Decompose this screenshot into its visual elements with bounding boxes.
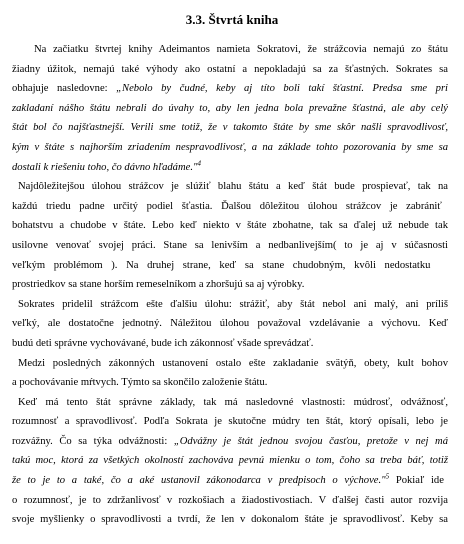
- text-segment: každú triedu padne určitý podiel šťastia. Ďalšou dôležitou úlohou strážcov je zabrániť: [12, 200, 442, 212]
- quote-text: že to je to a také, čo a aké ustanovil zákonodarca v predpisoch o výchove.": [12, 475, 386, 487]
- text-line: [12, 432, 448, 452]
- text-segment: Keď má tento štát správne základy, tak má nasledovné vlastnosti: múdrosť, odvážnosť,: [18, 396, 448, 408]
- quote-text: dostali k riešeniu toho, čo dávno hľadáme.": [12, 161, 198, 173]
- quote-text: kým v štáte s najhorším zriadením nespravodlivosť, a na základe tohto pozorovania by sme sa: [12, 141, 448, 153]
- text-line: [12, 158, 448, 178]
- text-segment: a pochovávanie mŕtvych. Týmto sa skončilo založenie štátu.: [12, 377, 268, 389]
- text-line: [12, 275, 448, 295]
- text-line: [12, 60, 448, 80]
- text-segment: prostriedkov sa stane horším remeselníkom a zhoršujú sa aj výrobky.: [12, 279, 305, 291]
- text-segment: rozumnosť a spravodlivosť. Podľa Sokrata je skutočne múdry ten štát, ktorý opísali, lebo je: [12, 416, 448, 428]
- text-line: [12, 354, 448, 374]
- text-line: [12, 314, 448, 334]
- text-line: [12, 138, 448, 158]
- text-segment: obhajuje nasledovne:: [12, 83, 117, 95]
- text-line: [12, 177, 448, 197]
- text-line: [12, 99, 448, 119]
- quote-text: štát bol čo najšťastnejší. Verili sme totiž, že v takomto štáte by sme skôr našli spravodlivosť,: [12, 122, 448, 134]
- text-line: [12, 236, 448, 256]
- text-segment: svoje myšlienky o spravodlivosti a tvrdí, že len v dokonalom štáte je spravodlivosť. Keby sa: [12, 514, 448, 526]
- quote-text: „Odvážny je štát jednou svojou časťou, pretože v nej má: [173, 435, 448, 447]
- quote-text: „Nebolo by čudné, keby aj títo boli takí šťastní. Predsa sme pri: [116, 83, 449, 95]
- text-line: [12, 412, 448, 432]
- text-line: [12, 393, 448, 413]
- text-line: [12, 118, 448, 138]
- text-line: [12, 216, 448, 236]
- quote-text: takú moc, ktorá za všetkých okolností zachováva pevnú mienku o tom, čoho sa treba báť, totiž: [12, 455, 448, 467]
- document-body: [12, 40, 448, 530]
- text-segment: o rozumnosť, je to zdržanlivosť v rozkošiach a žiadostivostiach. V ďalšej časti autor rozvija: [12, 494, 448, 506]
- text-line: [12, 451, 448, 471]
- text-line: [12, 197, 448, 217]
- text-line: [12, 256, 448, 276]
- footnote-ref: 4: [197, 159, 201, 168]
- text-line: [12, 79, 448, 99]
- text-segment: bohatstvu a chudobe v štáte. Lebo keď niekto v štáte zbohatne, tak sa ďalej už nebude tak: [12, 220, 448, 232]
- text-segment: veľkým problémom ). Na druhej strane, keď sa stane chudobným, kvôli nedostatku: [12, 259, 431, 271]
- text-segment: žiadny úžitok, nemajú také výhody ako ostatní a nepokladajú sa za šťastných. Sokrates sa: [12, 63, 448, 75]
- text-line: [12, 510, 448, 530]
- footnote-ref: 5: [385, 472, 390, 481]
- text-segment: Sokrates pridelil strážcom ešte ďalšiu úlohu: strážiť, aby štát nebol ani malý, ani príliš: [18, 298, 448, 310]
- text-line: [12, 40, 448, 60]
- quote-text: zakladaní nášho štátu nebrali do úvahy to, aby len jedna bola prevažne šťastná, ale aby celý: [12, 102, 448, 114]
- text-segment: Medzi posledných zákonných ustanovení ostalo ešte zakladanie svätýň, obety, kult bohov: [18, 357, 448, 369]
- text-segment: rozvážny. Čo sa týka odvážnosti:: [12, 435, 174, 447]
- section-heading: 3.3. Štvrtá kniha: [185, 12, 279, 27]
- text-segment: Najdôležitejšou úlohou strážcov je slúžiť blahu štátu a keď štát bude prospievať, tak na: [18, 181, 448, 193]
- text-segment: Pokiaľ ide: [389, 475, 444, 487]
- text-line: [12, 373, 448, 393]
- text-line: [12, 334, 448, 354]
- text-line: [12, 491, 448, 511]
- text-segment: budú deti správne vychovávané, bude ich zákonnosť všade sprevádzať.: [12, 337, 314, 349]
- text-segment: veľký, ale dostatočne jednotný. Náležitou úlohou považoval vzdelávanie a výchovu. Keď: [12, 318, 448, 330]
- text-line: [12, 471, 448, 491]
- text-segment: Na začiatku štvrtej knihy Adeimantos namieta Sokratovi, že strážcovia nemajú zo štátu: [34, 44, 448, 55]
- text-segment: usilovne venovať svojej práci. Stane sa lenivším a nedbanlivejším( to je aj v súčasnosti: [12, 239, 448, 251]
- text-line: [12, 295, 448, 315]
